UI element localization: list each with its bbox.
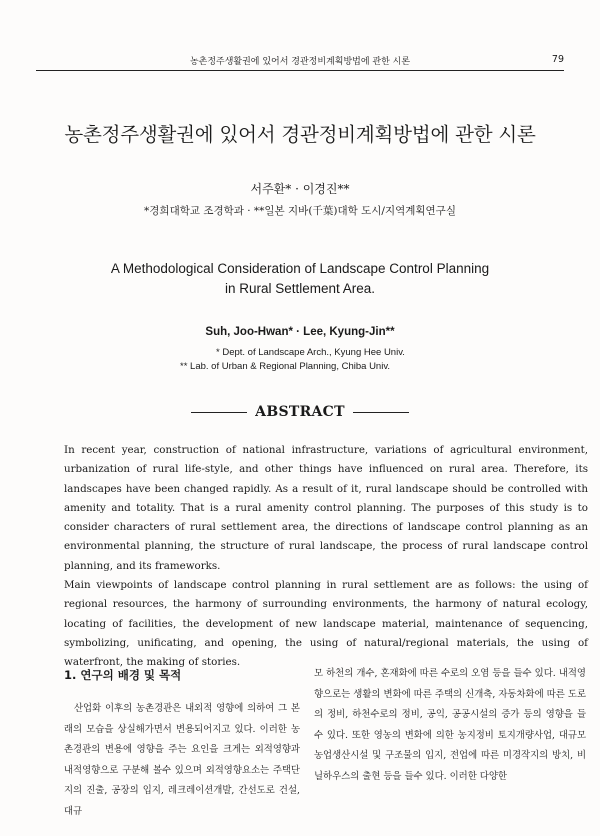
running-header-title: 농촌정주생활권에 있어서 경관정비계획방법에 관한 시론 [189,57,411,67]
abstract-paragraph-1: In recent year, construction of national infrastructure, variations of agricultural environment, urbanization of rural life-style, and other things have influenced on rural area. Therefore, its landscapes have been changed rapidly. As a result of it, rural landscape should be controlled with amenity and totality. That is a rural amenity control planning. The purposes of this study is to consider characters of rural settlement area, the directions of landscape control planning as an environmental planning, the structure of rural landscape, the process of rural landscape control planning, and its frameworks. [64,444,588,572]
english-title-line2: in Rural Settlement Area. [224,281,376,296]
header-rule [36,70,564,71]
english-authors: Suh, Joo-Hwan* · Lee, Kyung-Jin** [205,326,395,338]
english-title [0,259,600,299]
english-affiliations [180,346,540,374]
page-number: 79 [551,54,564,65]
left-column [64,667,300,823]
abstract-heading-text: ABSTRACT [255,404,345,420]
abstract-body [64,441,588,673]
left-column-text: 산업화 이후의 농촌경관은 내외적 영향에 의하여 그 본래의 모습을 상실해가면서 변용되어지고 있다. 이러한 농촌경관의 변용에 영향을 주는 요인을 크게는 외적영향과 내적영향으로 구분해 볼수 있으며 외적영향요소는 주택단지의 진출, 공장의 입지, 레크레이션개발, 간선도로 건설, 대규 [64,703,300,817]
abstract-paragraph-2: Main viewpoints of landscape control planning in rural settlement are as follows: the using of regional resources, the harmony of surrounding environments, the harmony of natural ecology, locating of facilities, the development of new landscape material, maintenance of sequencing, symbolizing, unificating, and opening, the using of natural/regional materials, the using of waterfront, the making of stories. [64,579,588,669]
abstract-rule-right [353,412,409,413]
korean-authors: 서주환* · 이경진** [250,182,350,196]
right-column-text: 모 하천의 개수, 혼재화에 따른 수로의 오염 등을 들수 있다. 내적영향으로는 생활의 변화에 따른 주택의 신개축, 자동차화에 따른 도로의 정비, 하천수로의 정비, 공익, 공공시설의 증가 등의 영향을 들 수 있다. 또한 영농의 변화에 의한 농지정비 토지개량사업, 대규모 농업생산시설 및 구조물의 입지, 전업에 따른 미경작지의 방치, 비닐하우스의 출현 등을 들수 있다. 이러한 다양한 [314,668,586,782]
korean-title: 농촌정주생활권에 있어서 경관정비계획방법에 관한 시론 [64,123,536,146]
running-header [0,52,600,70]
affiliation-1: * Dept. of Landscape Arch., Kyung Hee Univ. [216,347,405,358]
abstract-heading [0,404,600,424]
english-title-line1: A Methodological Consideration of Landscape Control Planning [110,261,490,276]
korean-affiliations: *경희대학교 조경학과 · **일본 지바(千葉)대학 도시/지역계획연구실 [144,205,456,217]
abstract-rule-left [191,412,247,413]
section-heading: 1. 연구의 배경 및 목적 [64,668,182,682]
affiliation-2: ** Lab. of Urban & Regional Planning, Chiba Univ. [180,361,391,372]
